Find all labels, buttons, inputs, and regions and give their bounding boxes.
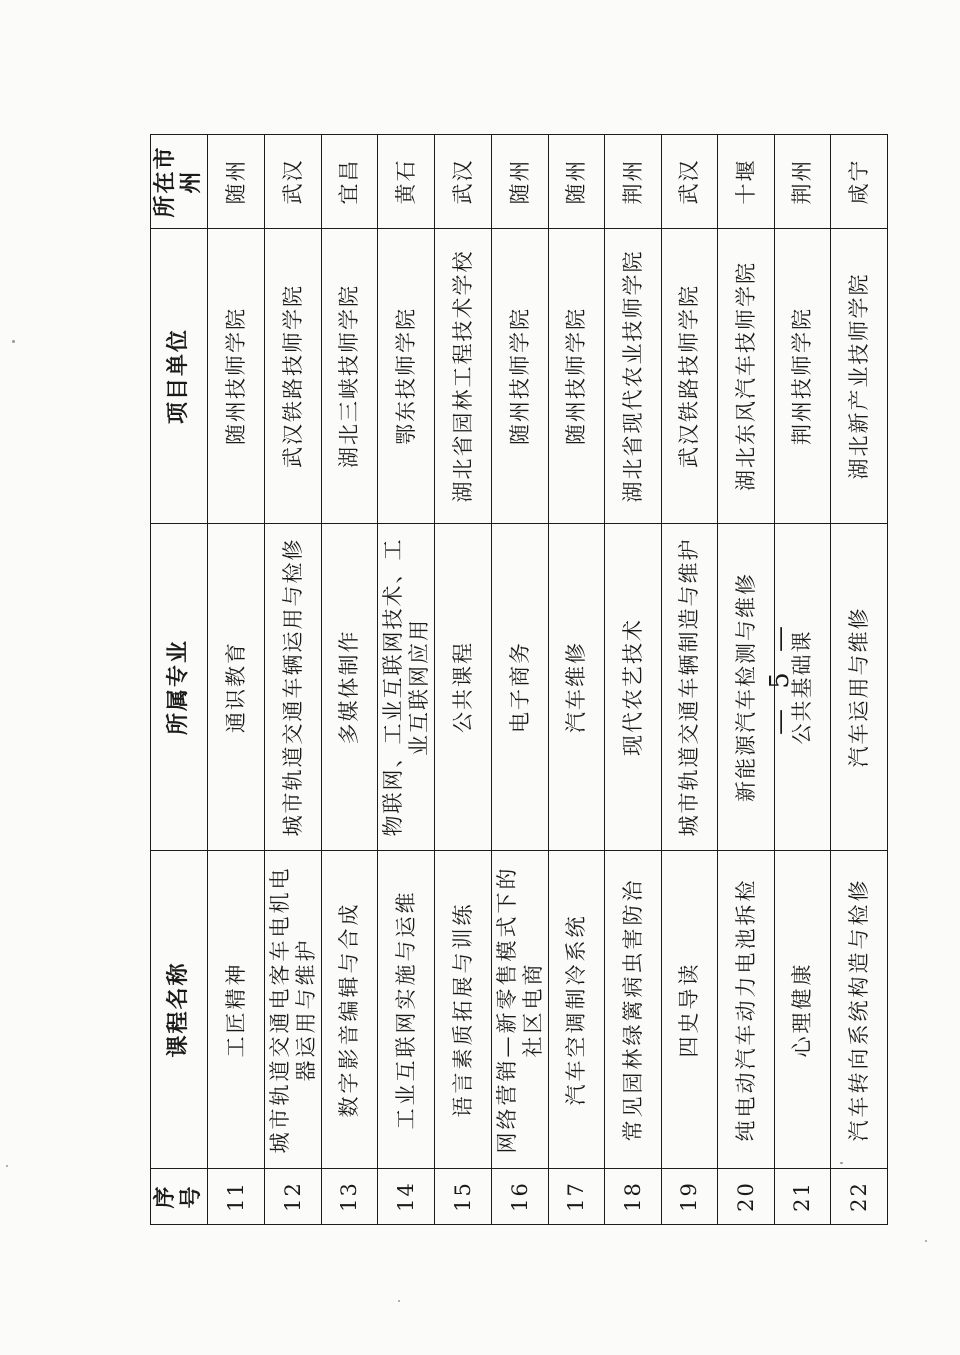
- cell-course: 纯电动汽车动力电池拆检: [718, 851, 775, 1169]
- table-header-row: [151, 135, 208, 1225]
- cell-unit: 随州技师学院: [208, 229, 265, 524]
- cell-city: 随州: [491, 135, 548, 229]
- cell-unit: 湖北新产业技师学院: [831, 229, 888, 524]
- header-unit: 项目单位: [151, 229, 208, 524]
- cell-unit: 湖北三峡技师学院: [321, 229, 378, 524]
- cell-seq: 21: [774, 1169, 831, 1225]
- table-row: [435, 135, 492, 1225]
- cell-city: 武汉: [264, 135, 321, 229]
- cell-unit: 武汉铁路技师学院: [264, 229, 321, 524]
- cell-major: 公共基础课: [774, 524, 831, 851]
- cell-major: 多媒体制作: [321, 524, 378, 851]
- header-major: 所属专业: [151, 524, 208, 851]
- cell-unit: 随州技师学院: [491, 229, 548, 524]
- cell-city: 武汉: [435, 135, 492, 229]
- table-row: [321, 135, 378, 1225]
- table-row: [208, 135, 265, 1225]
- cell-course: 工业互联网实施与运维: [378, 851, 435, 1169]
- cell-city: 十堰: [718, 135, 775, 229]
- cell-seq: 19: [661, 1169, 718, 1225]
- cell-seq: 20: [718, 1169, 775, 1225]
- cell-course: 汽车空调制冷系统: [548, 851, 605, 1169]
- cell-unit: 随州技师学院: [548, 229, 605, 524]
- cell-city: 咸宁: [831, 135, 888, 229]
- header-course: 课程名称: [151, 851, 208, 1169]
- scan-speck: [398, 1300, 400, 1302]
- cell-major: 公共课程: [435, 524, 492, 851]
- table-row: [264, 135, 321, 1225]
- scan-speck: [840, 1162, 843, 1164]
- cell-seq: 17: [548, 1169, 605, 1225]
- cell-seq: 12: [264, 1169, 321, 1225]
- cell-unit: 荆州技师学院: [774, 229, 831, 524]
- cell-course: 心理健康: [774, 851, 831, 1169]
- cell-city: 宜昌: [321, 135, 378, 229]
- cell-major: 电子商务: [491, 524, 548, 851]
- cell-course: 常见园林绿篱病虫害防治: [605, 851, 662, 1169]
- cell-course: 网络营销—新零售模式下的社区电商: [491, 851, 548, 1169]
- cell-seq: 14: [378, 1169, 435, 1225]
- cell-city: 武汉: [661, 135, 718, 229]
- cell-seq: 13: [321, 1169, 378, 1225]
- table-row: [831, 135, 888, 1225]
- cell-seq: 16: [491, 1169, 548, 1225]
- table-row: [548, 135, 605, 1225]
- page-number: — 5 —: [765, 619, 795, 736]
- cell-major: 汽车维修: [548, 524, 605, 851]
- cell-seq: 18: [605, 1169, 662, 1225]
- cell-seq: 15: [435, 1169, 492, 1225]
- cell-course: 四史导读: [661, 851, 718, 1169]
- cell-course: 数字影音编辑与合成: [321, 851, 378, 1169]
- cell-unit: 鄂东技师学院: [378, 229, 435, 524]
- table-row: [378, 135, 435, 1225]
- table-row: [661, 135, 718, 1225]
- cell-city: 荆州: [605, 135, 662, 229]
- cell-major: 城市轨道交通车辆制造与维护: [661, 524, 718, 851]
- cell-unit: 湖北省园林工程技术学校: [435, 229, 492, 524]
- cell-major: 通识教育: [208, 524, 265, 851]
- cell-course: 语言素质拓展与训练: [435, 851, 492, 1169]
- scan-speck: [925, 1240, 927, 1242]
- cell-unit: 湖北东风汽车技师学院: [718, 229, 775, 524]
- cell-major: 汽车运用与维修: [831, 524, 888, 851]
- cell-major: 城市轨道交通车辆运用与检修: [264, 524, 321, 851]
- cell-city: 黄石: [378, 135, 435, 229]
- cell-course: 工匠精神: [208, 851, 265, 1169]
- cell-city: 随州: [208, 135, 265, 229]
- scan-speck: [6, 1165, 8, 1167]
- header-seq: 序号: [151, 1169, 208, 1225]
- cell-course: 汽车转向系统构造与检修: [831, 851, 888, 1169]
- cell-city: 荆州: [774, 135, 831, 229]
- cell-seq: 11: [208, 1169, 265, 1225]
- cell-unit: 湖北省现代农业技师学院: [605, 229, 662, 524]
- cell-major: 新能源汽车检测与维修: [718, 524, 775, 851]
- cell-city: 随州: [548, 135, 605, 229]
- cell-course: 城市轨道交通电客车电机电器运用与维护: [264, 851, 321, 1169]
- cell-major: 物联网、工业互联网技术、工业互联网应用: [378, 524, 435, 851]
- cell-seq: 22: [831, 1169, 888, 1225]
- header-city: 所在市州: [151, 135, 208, 229]
- table-row: [491, 135, 548, 1225]
- table-row: [605, 135, 662, 1225]
- cell-unit: 武汉铁路技师学院: [661, 229, 718, 524]
- scan-speck: [12, 340, 15, 343]
- cell-major: 现代农艺技术: [605, 524, 662, 851]
